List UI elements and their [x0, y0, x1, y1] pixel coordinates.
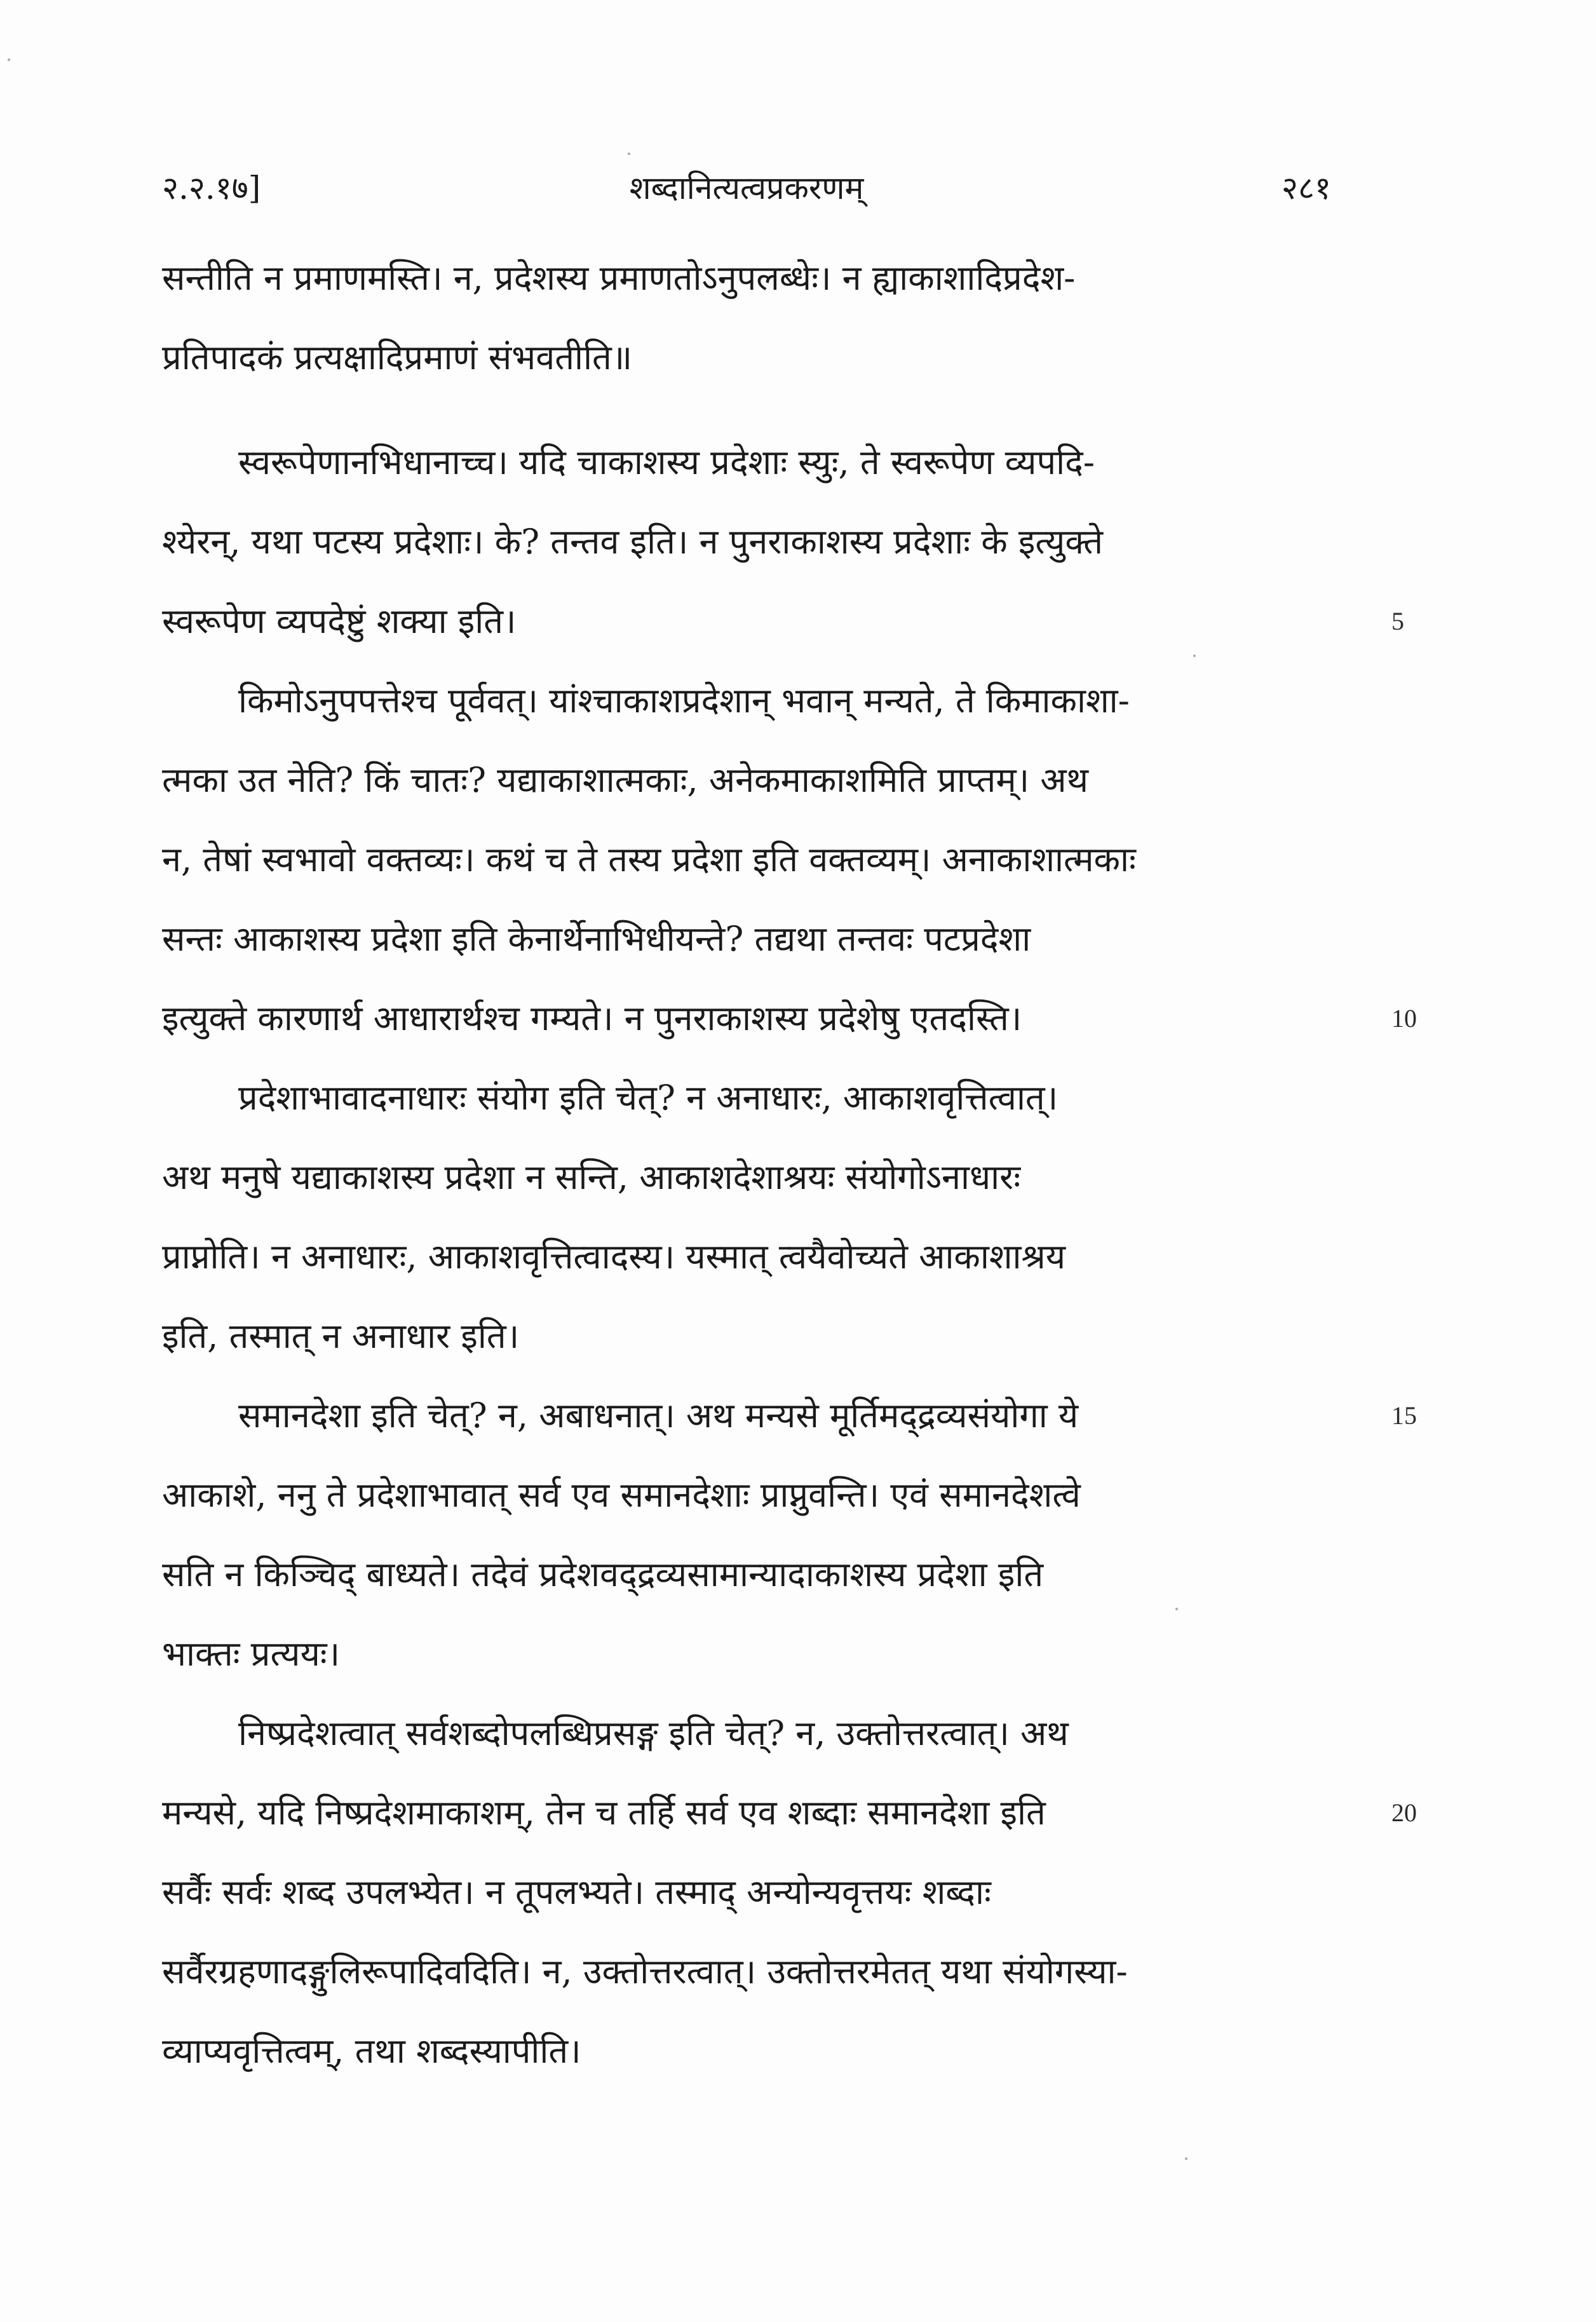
line-text: अथ मनुषे यद्याकाशस्य प्रदेशा न सन्ति, आकाशदेशाश्रयः संयोगोऽनाधारः — [162, 1157, 1021, 1197]
line-text: भाक्तः प्रत्ययः। — [162, 1634, 341, 1674]
paper-speck — [8, 58, 10, 61]
text-line — [162, 2011, 1331, 2091]
paper-speck — [628, 153, 630, 155]
text-line — [162, 1455, 1331, 1535]
line-text: निष्प्रदेशत्वात् सर्वशब्दोपलब्धिप्रसङ्ग इति चेत्? न, उक्तोत्तरत्वात्। अथ — [238, 1713, 1069, 1753]
line-number: 5 — [1391, 607, 1404, 635]
running-header — [162, 165, 1331, 216]
line-text: सन्तीति न प्रमाणमस्ति। न, प्रदेशस्य प्रमाणतोऽनुपलब्धेः। न ह्याकाशादिप्रदेश- — [162, 258, 1076, 298]
text-line — [162, 1535, 1331, 1614]
text-line — [162, 238, 1331, 318]
header-page-number: २८१ — [1282, 170, 1331, 207]
line-text: श्येरन्, यथा पटस्य प्रदेशाः। के? तन्तव इति। न पुनराकाशस्य प्रदेशाः के इत्युक्ते — [162, 522, 1104, 562]
text-line — [162, 1058, 1331, 1137]
text-line — [162, 1376, 1417, 1455]
line-text: प्रदेशाभावादनाधारः संयोग इति चेत्? न अनाधारः, आकाशवृत्तित्वात्। — [238, 1078, 1058, 1118]
line-text: न, तेषां स्वभावो वक्तव्यः। कथं च ते तस्य प्रदेशा इति वक्तव्यम्। अनाकाशात्मकाः — [162, 839, 1136, 879]
text-line — [162, 740, 1331, 820]
text-line — [162, 1773, 1417, 1852]
line-text: त्मका उत नेति? किं चातः? यद्याकाशात्मकाः, अनेकमाकाशमिति प्राप्तम्। अथ — [162, 760, 1089, 800]
line-text: सति न किञ्चिद् बाध्यते। तदेवं प्रदेशवद्द्रव्यसामान्यादाकाशस्य प्रदेशा इति — [162, 1554, 1044, 1594]
line-text: प्राप्नोति। न अनाधारः, आकाशवृत्तित्वादस्य। यस्मात् त्वयैवोच्यते आकाशाश्रय — [162, 1237, 1066, 1277]
line-text: प्रतिपादकं प्रत्यक्षादिप्रमाणं संभवतीति॥ — [162, 337, 633, 377]
line-text: सन्तः आकाशस्य प्रदेशा इति केनार्थेनाभिधीयन्ते? तद्यथा तन्तवः पटप्रदेशा — [162, 919, 1031, 959]
text-line — [162, 979, 1417, 1058]
text-line — [162, 1694, 1331, 1773]
text-line — [162, 1932, 1331, 2011]
text-line — [162, 661, 1331, 740]
text-line — [162, 899, 1331, 979]
line-number: 10 — [1391, 1004, 1417, 1033]
line-text: इत्युक्ते कारणार्थ आधारार्थश्च गम्यते। न पुनराकाशस्य प्रदेशेषु एतदस्ति। — [162, 998, 1022, 1038]
line-text: स्वरूपेणानभिधानाच्च। यदि चाकाशस्य प्रदेशाः स्युः, ते स्वरूपेण व्यपदि- — [238, 442, 1095, 482]
text-line — [162, 423, 1331, 502]
line-text: समानदेशा इति चेत्? न, अबाधनात्। अथ मन्यसे मूर्तिमद्द्रव्यसंयोगा ये — [238, 1395, 1079, 1436]
text-line — [162, 502, 1331, 581]
text-line — [162, 581, 1404, 661]
line-text: सर्वैरग्रहणादङ्गुलिरूपादिवदिति। न, उक्तोत्तरत्वात्। उक्तोत्तरमेतत् यथा संयोगस्या- — [162, 1952, 1128, 1992]
text-line — [162, 1137, 1331, 1217]
text-line — [162, 1217, 1331, 1296]
header-section-ref: २.२.१७] — [162, 170, 261, 207]
line-text: आकाशे, ननु ते प्रदेशाभावात् सर्व एव समानदेशाः प्राप्नुवन्ति। एवं समानदेशत्वे — [162, 1475, 1081, 1515]
line-text: इति, तस्मात् न अनाधार इति। — [162, 1316, 520, 1356]
text-line — [162, 1296, 1331, 1376]
line-text: मन्यसे, यदि निष्प्रदेशमाकाशम्, तेन च तर्हि सर्व एव शब्दाः समानदेशा इति — [162, 1793, 1046, 1833]
line-number: 20 — [1391, 1798, 1417, 1827]
paragraph-gap — [162, 397, 1331, 423]
line-text: किमोऽनुपपत्तेश्च पूर्ववत्। यांश्चाकाशप्रदेशान् भवान् मन्यते, ते किमाकाशा- — [238, 681, 1130, 721]
paper-speck — [1185, 2157, 1187, 2160]
body-text — [162, 238, 1417, 2091]
text-line — [162, 318, 1331, 397]
text-line — [162, 1852, 1331, 1932]
line-text: सर्वैः सर्वः शब्द उपलभ्येत। न तूपलभ्यते। तस्माद् अन्योन्यवृत्तयः शब्दाः — [162, 1872, 991, 1912]
line-text: व्याप्यवृत्तित्वम्, तथा शब्दस्यापीति। — [162, 2031, 581, 2071]
line-text: स्वरूपेण व्यपदेष्टुं शक्या इति। — [162, 601, 517, 641]
text-line — [162, 1614, 1331, 1694]
header-chapter-title: शब्दानित्यत्वप्रकरणम् — [629, 170, 864, 207]
line-number: 15 — [1391, 1401, 1417, 1430]
text-line — [162, 820, 1331, 899]
